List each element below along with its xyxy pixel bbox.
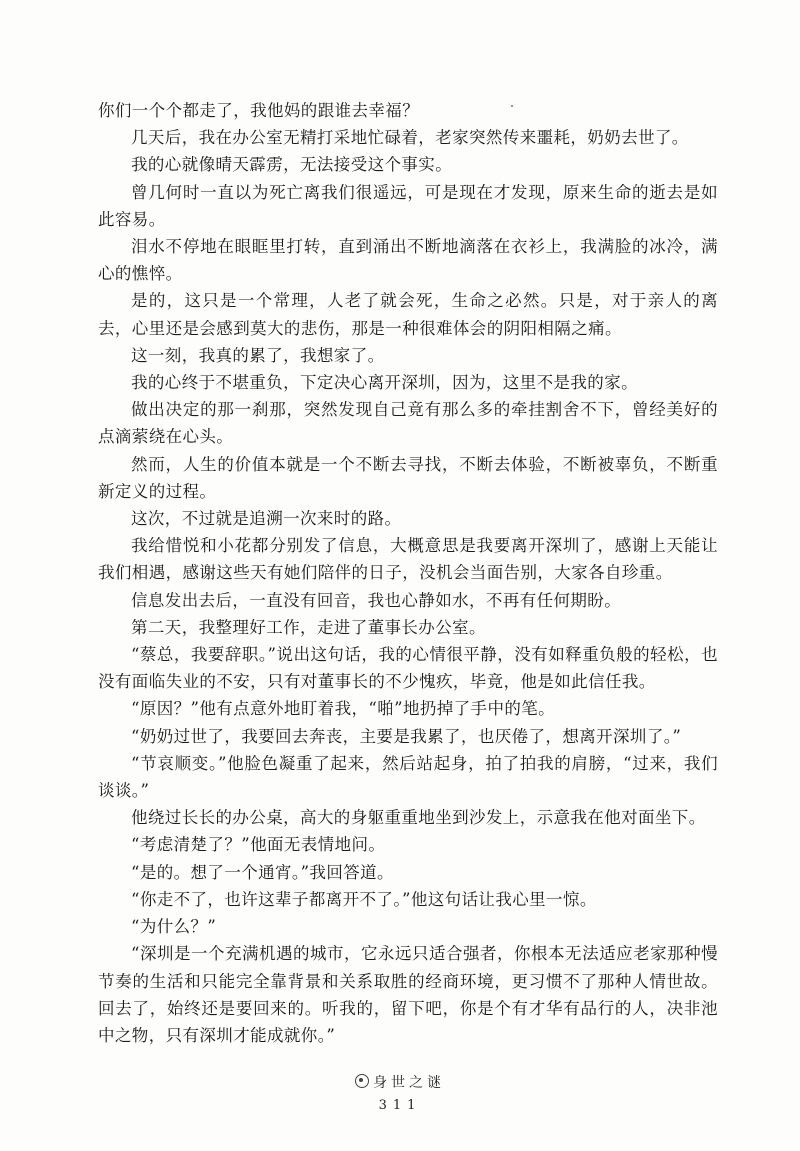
paragraph: 我给惜悦和小花都分别发了信息，大概意思是我要离开深圳了，感谢上天能让我们相遇，感谢这些天有她们陪伴的日子，没机会当面告别，大家各自珍重。 [98, 536, 718, 583]
paragraph: “你走不了，也许这辈子都离开不了。”他这句话让我心里一惊。 [131, 889, 597, 909]
body-text [98, 97, 718, 1049]
paragraph: “为什么？” [131, 917, 217, 937]
paragraph: 信息发出去后，一直没有回音，我也心静如水，不再有任何期盼。 [131, 590, 622, 610]
paragraph: 我的心终于不堪重负，下定决心离开深圳，因为，这里不是我的家。 [131, 373, 638, 393]
paragraph: 做出决定的那一刹那，突然发现自己竟有那么多的牵挂割舍不下，曾经美好的点滴萦绕在心头。 [98, 400, 718, 447]
paragraph: “奶奶过世了，我要回去奔丧，主要是我累了，也厌倦了，想离开深圳了。” [131, 726, 682, 746]
paragraph: 这次，不过就是追溯一次来时的路。 [131, 509, 402, 529]
paragraph: 第二天，我整理好工作，走进了董事长办公室。 [131, 617, 486, 637]
paragraph: 他绕过长长的办公桌，高大的身躯重重地坐到沙发上，示意我在他对面坐下。 [131, 808, 706, 828]
paragraph: 曾几何时一直以为死亡离我们很遥远，可是现在才发现，原来生命的逝去是如此容易。 [98, 182, 718, 229]
paragraph: 然而，人生的价值本就是一个不断去寻找，不断去体验，不断被辜负，不断重新定义的过程。 [98, 454, 718, 501]
paragraph: 我的心就像晴天霹雳，无法接受这个事实。 [131, 155, 453, 175]
circle-ornament-icon [355, 1074, 369, 1088]
page-number: 311 [378, 1098, 422, 1113]
paragraph: 是的，这只是一个常理，人老了就会死，生命之必然。只是，对于亲人的离去，心里还是会感到莫大的悲伤，那是一种很难体会的阴阳相隔之痛。 [98, 291, 718, 338]
paragraph: 这一刻，我真的累了，我想家了。 [131, 345, 385, 365]
running-title-text: 身世之谜 [373, 1075, 445, 1091]
running-title [0, 1072, 800, 1092]
paragraph: “节哀顺变。”他脸色凝重了起来，然后站起身，拍了拍我的肩膀，“过来，我们谈谈。” [98, 753, 718, 801]
paragraph: 几天后，我在办公室无精打采地忙碌着，老家突然传来噩耗，奶奶去世了。 [131, 128, 689, 148]
paragraph: “蔡总，我要辞职。”说出这句话，我的心情很平静，没有如释重负般的轻松，也没有面临失业的不安，只有对董事长的不少愧疚，毕竟，他是如此信任我。 [98, 645, 718, 692]
paragraph: “深圳是一个充满机遇的城市，它永远只适合强者，你根本无法适应老家那种慢节奏的生活和只能完全靠背景和关系取胜的经商环境，更习惯不了那种人情世故。回去了，始终还是要回来的。听我的，留下吧，你是个有才华有品行的人，决非池中之物，只有深圳才能成就你。” [98, 944, 718, 1045]
paragraph: “原因？”他有点意外地盯着我，“啪”地扔掉了手中的笔。 [131, 699, 556, 719]
paragraph: 泪水不停地在眼眶里打转，直到涌出不断地滴落在衣衫上，我满脸的冰冷，满心的憔悴。 [98, 237, 718, 284]
paragraph: 你们一个个都走了，我他妈的跟谁去幸福？ [98, 101, 420, 120]
paragraph: “考虑清楚了？”他面无表情地问。 [131, 835, 386, 855]
paragraph: “是的。想了一个通宵。”我回答道。 [131, 862, 394, 882]
